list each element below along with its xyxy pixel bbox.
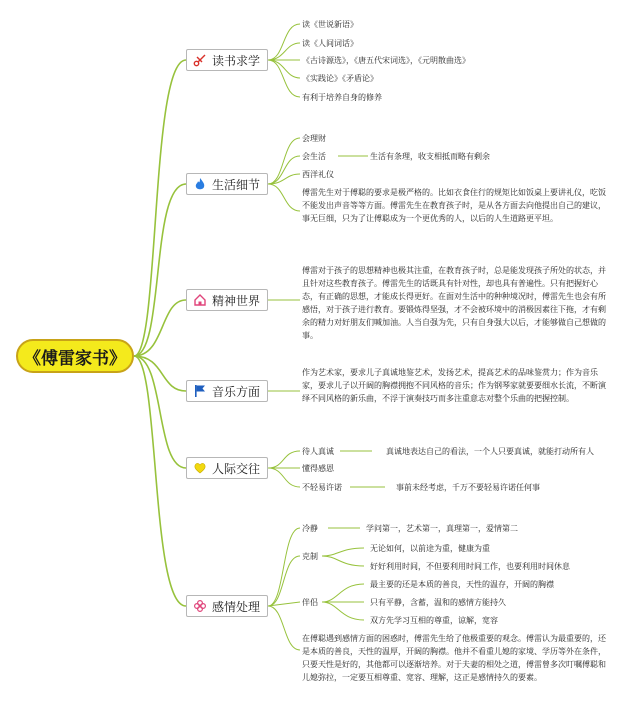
flower-icon <box>193 599 207 613</box>
social-item: 懂得感恩 <box>302 464 334 473</box>
reading-item: 读《世说新语》 <box>302 20 358 29</box>
branch-music-label: 音乐方面 <box>212 384 261 399</box>
social-item-detail: 事前未经考虑，千万不要轻易许诺任何事 <box>396 483 540 492</box>
scissors-icon <box>193 53 207 67</box>
emotion-item-detail: 学问第一，艺术第一，真理第一，爱情第二 <box>366 524 518 533</box>
life-paragraph: 傅雷先生对于傅聪的要求是极严格的。比如衣食住行的规矩比如饭桌上要讲礼仪，吃饭不能发出声音等等方面。傅雷先生在教育孩子时，是从各方面去向他提出自己的建议，事无巨细，只为了让傅聪成为一个更优秀的人，以后的人生道路更平坦。 <box>302 188 606 223</box>
branch-reading[interactable] <box>186 49 268 71</box>
emotion-item: 冷静 <box>302 524 318 533</box>
branch-social[interactable] <box>186 457 268 479</box>
branch-emotion-label: 感情处理 <box>212 599 261 614</box>
connector-root-to-social <box>134 356 186 468</box>
flame-icon <box>193 177 207 191</box>
emotion-item-detail: 只有平静，含蓄，温和的感情方能持久 <box>370 598 506 607</box>
branch-social-label: 人际交往 <box>212 461 261 476</box>
emotion-item-detail: 无论如何，以前途为重，健康为重 <box>370 544 490 553</box>
connector-root-to-reading <box>134 60 186 356</box>
reading-item: 《实践论》《矛盾论》 <box>302 74 378 83</box>
life-item-detail: 生活有条理，收支相抵而略有剩余 <box>370 152 490 161</box>
connector-root-to-life <box>134 184 186 356</box>
branch-emotion[interactable] <box>186 595 268 617</box>
music-paragraph: 作为艺术家，要求儿子真诚地鉴艺术，发扬艺术，提高艺术的品味鉴赏力；作为音乐家，要求儿子以开阔的胸襟拥抱不同风格的音乐；作为钢琴家就要要细水长流，不断演绎不同风格的新乐曲，不浮于演奏技巧而多注重意志对整个乐曲的把握控制。 <box>302 368 606 403</box>
emotion-paragraph: 在傅聪遇到感情方面的困惑时，傅雷先生给了他极重要的观念。傅雷认为最重要的，还是本质的善良，天性的温厚，开阔的胸襟。他并不看重儿媳的家境、学历等外在条件，只要天性是好的，其他都可以逐渐培养。对于夫妻的相处之道，傅雷曾多次叮嘱傅聪和儿媳弥拉，一定要互相尊重、宽容、理解，这正是感情持久的要素。 <box>302 634 606 682</box>
reading-item: 有利于培养自身的修养 <box>302 93 382 102</box>
emotion-item-detail: 好好利用时间，不但要利用时间工作，也要利用时间休息 <box>370 562 570 571</box>
emotion-item: 克制 <box>302 552 318 561</box>
social-item-detail: 真诚地表达自己的看法，一个人只要真诚，就能打动所有人 <box>386 447 594 456</box>
branch-life-details-label: 生活细节 <box>212 177 261 192</box>
connector-root-to-music <box>134 356 186 391</box>
life-item: 会理财 <box>302 134 326 143</box>
root-topic[interactable]: 《傅雷家书》 <box>16 339 134 373</box>
branch-reading-label: 读书求学 <box>212 53 261 68</box>
social-item: 待人真诚 <box>302 447 334 456</box>
spirit-paragraph: 傅雷对于孩子的思想精神也极其注重，在教育孩子时，总是能发现孩子所处的状态，并且针对这些教育孩子。傅雷先生的话既具有针对性，却也具有普遍性。只有把握好心态，有正确的思想，才能成长得更好。在面对生活中的种种境况时，傅雷先生也会有所感悟，对于孩子进行教育。要锻炼得坚强，才不会被环境中的消极因素往下拖，才有剩余的精力对好朋友们喊加油。人当自强为先，只有自身强大以后，才能够做自己想做的事。 <box>302 266 606 340</box>
emotion-item-detail: 最主要的还是本质的善良，天性的温存，开阔的胸襟 <box>370 580 554 589</box>
connector-root-to-emotion <box>134 356 186 606</box>
life-item: 西洋礼仪 <box>302 170 334 179</box>
branch-spiritual-world-label: 精神世界 <box>212 293 261 308</box>
heart-icon <box>193 461 207 475</box>
home-icon <box>193 293 207 307</box>
flag-icon <box>193 384 207 398</box>
branch-spiritual-world[interactable] <box>186 289 268 311</box>
social-item: 不轻易许诺 <box>302 483 342 492</box>
emotion-item: 伴侣 <box>302 598 318 607</box>
life-item: 会生活 <box>302 152 326 161</box>
connector-root-to-spirit <box>134 300 186 356</box>
branch-life-details[interactable] <box>186 173 268 195</box>
reading-item: 读《人间词话》 <box>302 39 358 48</box>
branch-music[interactable] <box>186 380 268 402</box>
reading-item: 《古诗源选》，《唐五代宋词选》，《元明散曲选》 <box>302 56 470 65</box>
emotion-item-detail: 双方先学习互相的尊重，谅解，宽容 <box>370 616 498 625</box>
